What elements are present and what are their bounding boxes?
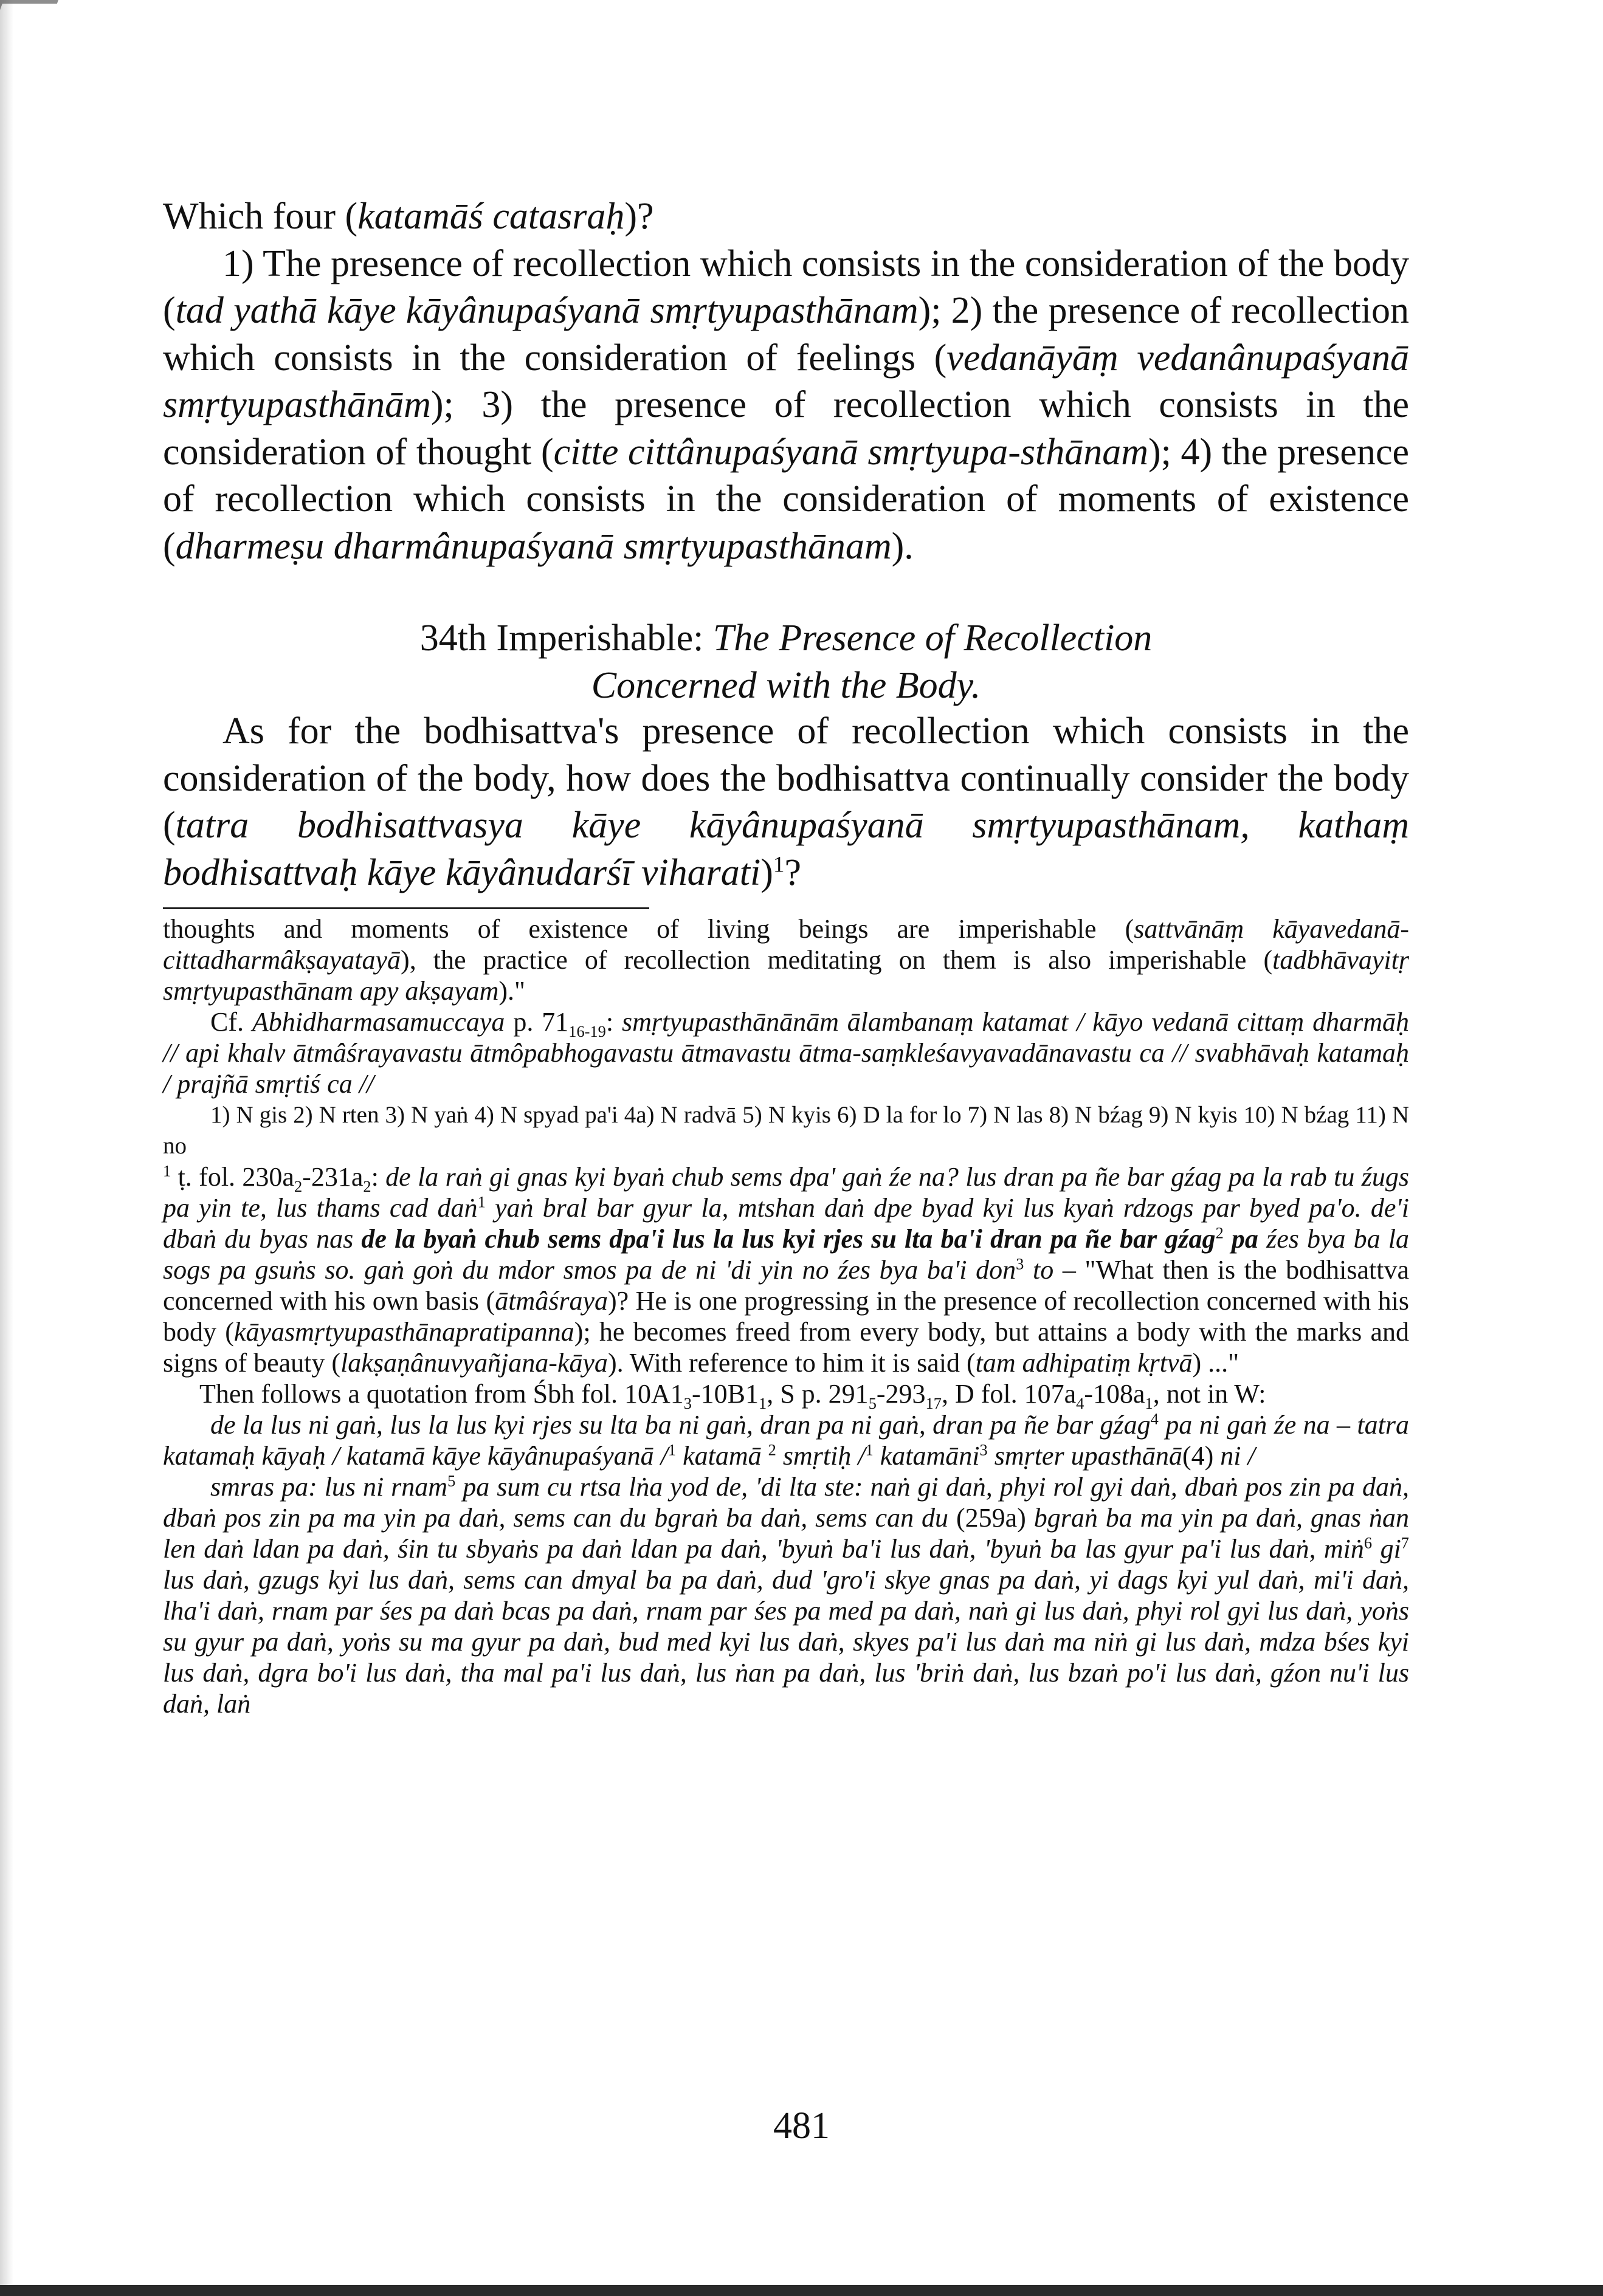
page-number: 481: [773, 2105, 830, 2146]
footnote-divider: [163, 907, 649, 909]
note-quotation: de la lus ni gaṅ, lus la lus kyi rjes su lta ba ni gaṅ, dran pa ni gaṅ, dran pa ñe bar gźag$^4$ pa ni gaṅ źe na – tatra katamaḥ kāyaḥ / katamā kāye kāyânupaśyanā /$^1$ katamā $^2$ smṛtiḥ /$^1$ katamāni$^3$ smṛter upasthānā(4) ni /: [163, 1409, 1409, 1471]
note-continuation: thoughts and moments of existence of living beings are imperishable (sattvānāṃ kāyavedanā-cittadharmâkṣayatayā), the practice of recollection meditating on them is also imperishable (tadbhāvayitṛ smṛtyupasthānam apy akṣayam).": [163, 914, 1409, 1006]
note-smras-pa: smras pa: lus ni rnam$^5$ pa sum cu rtsa lṅa yod de, 'di lta ste: naṅ gi daṅ, phyi rol gyi daṅ, dbaṅ pos zin pa daṅ, dbaṅ pos zin pa ma yin pa daṅ, sems can du bgraṅ ba daṅ, sems can du (259a) bgraṅ ba ma yin pa daṅ, gnas ṅan len daṅ ldan pa daṅ, śin tu sbyaṅs pa daṅ ldan pa daṅ, 'byuṅ ba'i lus daṅ, 'byuṅ ba las gyur pa'i lus daṅ, miṅ$^6$ $gi^7$ lus daṅ, gzugs kyi lus daṅ, sems can dmyal ba pa daṅ, dud 'gro'i skye gnas pa daṅ, yi dags kyi yul daṅ, mi'i daṅ, lha'i daṅ, rnam par śes pa daṅ bcas pa daṅ, rnam par śes pa med pa daṅ, naṅ gi lus daṅ, phyi rol gyi lus daṅ, yoṅs su gyur pa daṅ, yoṅs su ma gyur pa daṅ, bud med kyi lus daṅ, skyes pa'i lus daṅ ma niṅ gi lus daṅ, mdza bśes kyi lus daṅ, dgra bo'i lus daṅ, tha mal pa'i lus daṅ, lus ṅan pa daṅ, lus 'briṅ daṅ, lus bzaṅ po'i lus daṅ, gźon nu'i lus daṅ, laṅ: [163, 1471, 1409, 1719]
footnote-ref: 1: [773, 851, 785, 877]
note-cf: Cf. Abhidharmasamuccaya p. $71_{16-19}$: smṛtyupasthānānām ālambanaṃ katamat / kāyo vedanā cittaṃ dharmāḥ // api khalv ātmâśrayavastu ātmôpabhogavastu ātmavastu ātma-saṃkleśavyavadānavastu ca // svabhāvaḥ katamaḥ / prajñā smṛtiś ca //: [163, 1007, 1409, 1099]
section-paragraph: [163, 708, 1409, 896]
scan-corner-mark: [0, 0, 58, 40]
four-presences-paragraph: 1) The presence of recollection which consists in the consideration of the body (tad yathā kāye kāyânupaśyanā smṛtyupasthānam); 2) the presence of recollection which consists in the consideration of feelings (vedanāyāṃ vedanânupaśyanā smṛtyupasthānām); 3) the presence of recollection which consists in the consideration of thought (citte cittânupaśyanā smṛtyupa-sthānam); 4) the presence of recollection which consists in the consideration of moments of existence (dharmeṣu dharmânupaśyanā smṛtyupasthānam).: [163, 242, 1410, 567]
note-variants: 1) N gis 2) N rten 3) N yaṅ 4) N spyad pa'i 4a) N radvā 5) N kyis 6) D la for lo 7) N las 8) N bźag 9) N kyis 10) N bźag 11) N no: [163, 1102, 1409, 1159]
body-consideration-paragraph: As for the bodhisattva's presence of recollection which consists in the consideration of the body, how does the bodhisattva continually consider the body (tatra bodhisattvasya kāye kāyânupaśyanā smṛtyupasthānam, kathaṃ bodhisattvaḥ kāye kāyânudarśī viharati)$^1$?: [163, 710, 1409, 893]
scan-edge-shadow: [0, 0, 13, 2296]
heading-line-1: 34th Imperishable: The Presence of Recollection: [419, 617, 1153, 659]
scan-bottom-edge: [0, 2285, 1603, 2296]
footnotes: [163, 913, 1409, 1719]
heading-line-2: Concerned with the Body.: [591, 664, 981, 706]
intro-line: Which four (katamāś catasraḥ)?: [163, 196, 654, 237]
note-1: $^1$ ṭ. fol. $230a_2-231a_2$: de la raṅ gi gnas kyi byaṅ chub sems dpa' gaṅ źe na? lus dran pa ñe bar gźag pa la rab tu źugs pa yin te, lus thams cad daṅ$^1$ yaṅ bral bar gyur la, mtshan daṅ dpe byad kyi lus kyaṅ rdzogs par byed pa'o. de'i dbaṅ du byas nas de la byaṅ chub sems dpa'i lus la lus kyi rjes su lta ba'i dran pa ñe bar gźag$^2$ pa źes bya ba la sogs pa gsuṅs so. gaṅ goṅ du mdor smos pa de ni 'di yin no źes bya ba'i don$^3$ to – "What then is the bodhisattva concerned with his own basis (ātmâśraya)? He is one progressing in the presence of recollection concerned with his body (kāyasmṛtyupasthānapratipanna); he becomes freed from every body, but attains a body with the marks and signs of beauty (lakṣaṇânuvyañjana-kāya). With reference to him it is said (tam adhipatiṃ kṛtvā) ...": [163, 1161, 1410, 1378]
main-text: [163, 193, 1409, 570]
section-heading: [163, 615, 1409, 709]
note-quotation-intro: Then follows a quotation from Śbh fol. $10A1_3-10B1_1$, S p. $291_5-293_{17}$, D fol. $107a_4-108a_1$, not in W:: [199, 1379, 1266, 1412]
